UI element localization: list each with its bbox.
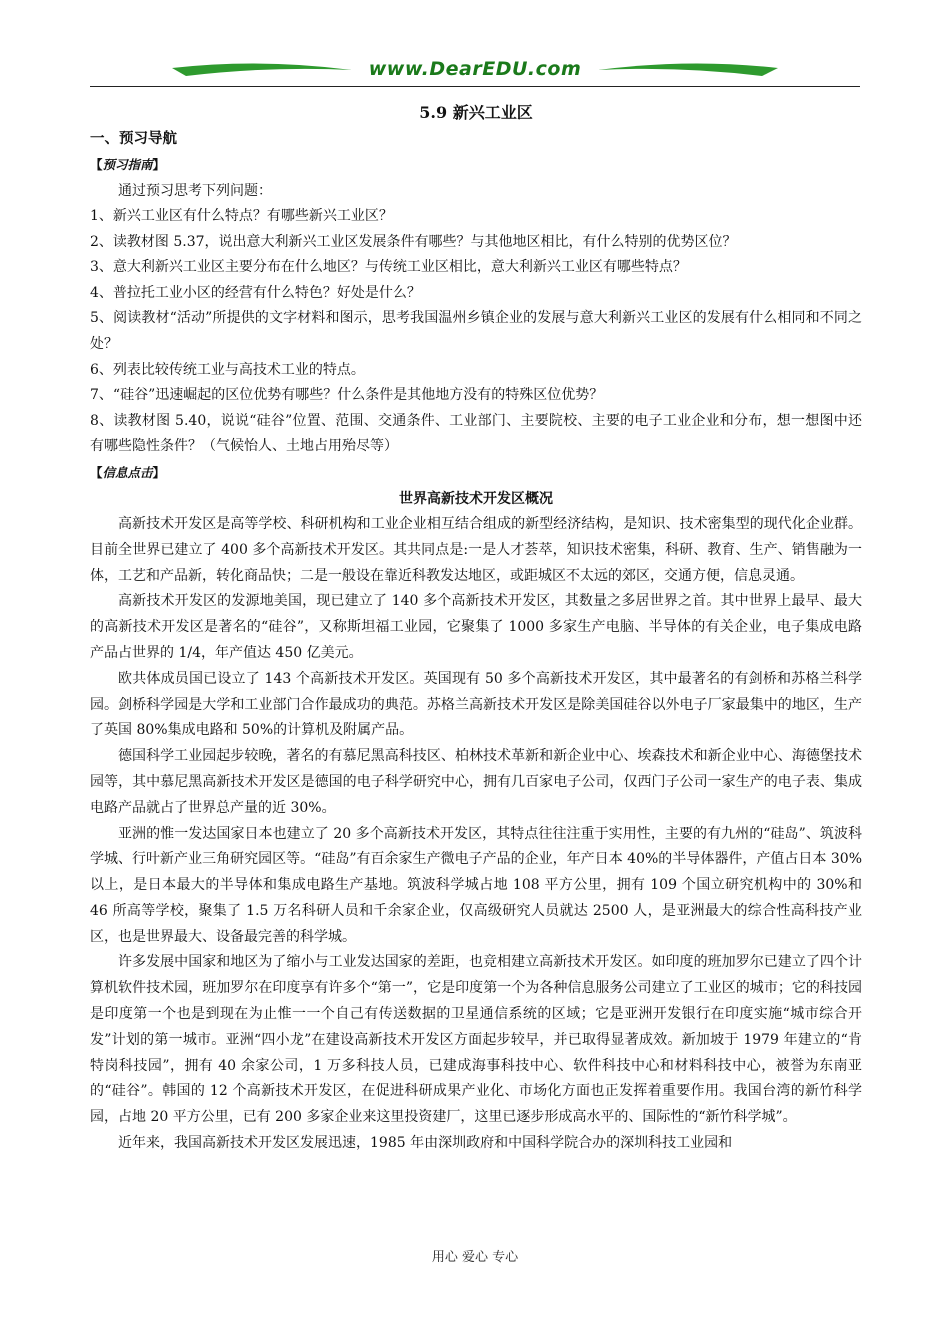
- info-tag-label: 信息点击: [102, 464, 153, 480]
- header-rule: [90, 86, 860, 87]
- site-logo-text: www.DearEDU.com: [368, 58, 582, 80]
- site-header: [90, 56, 860, 90]
- article-paragraph: 许多发展中国家和地区为了缩小与工业发达国家的差距，也竞相建立高新技术开发区。如印度的班加罗尔已建立了四个计算机软件技术园，班加罗尔在印度享有许多个“第一”，它是印度第一个为各种信息服务公司建立了工业区的城市；它的科技园是印度第一个也是到现在为止惟一一个自己有传送数据的卫星通信系统的区域；它是亚洲开发银行在印度实施“城市综合开发”计划的第一城市。亚洲“四小龙”在建设高新技术开发区方面起步较早，并已取得显著成效。新加坡于 1979 年建立的“肯特岗科技园”，拥有 40 余家公司，1 万多科技人员，已建成海事科技中心、软件科技中心和材料科技中心，被誉为东南亚的“硅谷”。韩国的 12 个高新技术开发区，在促进科研成果产业化、市场化方面也正发挥着重要作用。我国台湾的新竹科学园，占地 20 平方公里，已有 200 多家企业来这里投资建厂，这里已逐步形成高水平的、国际性的“新竹科学城”。: [90, 954, 862, 1126]
- question-item: 6、列表比较传统工业与高技术工业的特点。: [90, 361, 365, 378]
- question-item: 8、读教材图 5.40，说说“硅谷”位置、范围、交通条件、工业部门、主要院校、主要的电子工业企业和分布，想一想图中还有哪些隐性条件？（气候怡人、土地占用殆尽等）: [90, 412, 862, 455]
- page-title: 5.9 新兴工业区: [419, 103, 533, 122]
- article-paragraph: 欧共体成员国已设立了 143 个高新技术开发区。英国现有 50 多个高新技术开发区，其中最著名的有剑桥和苏格兰科学园。剑桥科学园是大学和工业部门合作最成功的典范。苏格兰高新技术开发区是除美国硅谷以外电子厂家最集中的地区，生产了英国 80%集成电路和 50%的计算机及附属产品。: [90, 670, 862, 739]
- section-heading: 一、预习导航: [90, 131, 177, 147]
- article-paragraph: 高新技术开发区是高等学校、科研机构和工业企业相互结合组成的新型经济结构，是知识、技术密集型的现代化企业群。目前全世界已建立了 400 多个高新技术开发区。其共同点是:一是人才荟萃，知识技术密集，科研、教育、生产、销售融为一体，工艺和产品新，转化商品快；二是一般设在靠近科教发达地区，或距城区不太远的郊区，交通方便，信息灵通。: [90, 515, 862, 584]
- question-item: 4、普拉托工业小区的经营有什么特色？好处是什么？: [90, 284, 421, 301]
- question-item: 3、意大利新兴工业区主要分布在什么地区？与传统工业区相比，意大利新兴工业区有哪些特点？: [90, 259, 687, 276]
- guide-tag-label: 预习指南: [102, 157, 153, 172]
- question-item: 5、阅读教材“活动”所提供的文字材料和图示，思考我国温州乡镇企业的发展与意大利新兴工业区的发展有什么相同和不同之处？: [90, 310, 862, 352]
- page-footer: 用心 爱心 专心: [431, 1250, 519, 1265]
- document-body: [90, 100, 862, 1157]
- question-item: 7、“硅谷”迅速崛起的区位优势有哪些？什么条件是其他地方没有的特殊区位优势？: [90, 387, 604, 404]
- article-paragraph: 高新技术开发区的发源地美国，现已建立了 140 多个高新技术开发区，其数量之多居世界之首。其中世界上最早、最大的高新技术开发区是著名的“硅谷”，又称斯坦福工业园，它聚集了 1000 多家生产电脑、半导体的有关企业，电子集成电路产品占世界的 1/4，年产值达 450 亿美元。: [90, 593, 862, 661]
- article-paragraph: 德国科学工业园起步较晚，著名的有慕尼黑高科技区、柏林技术革新和新企业中心、埃森技术和新企业中心、海德堡技术园等，其中慕尼黑高新技术开发区是德国的电子科学研究中心，拥有几百家电子公司，仅西门子公司一家生产的电子表、集成电路产品就占了世界总产量的近 30%。: [90, 748, 862, 816]
- info-tag: 【信息点击】: [90, 464, 166, 480]
- question-item: 2、读教材图 5.37，说出意大利新兴工业区发展条件有哪些？与其他地区相比，有什么特别的优势区位？: [90, 233, 737, 250]
- intro-line: 通过预习思考下列问题：: [118, 183, 272, 199]
- article-paragraph: 近年来，我国高新技术开发区发展迅速，1985 年由深圳政府和中国科学院合办的深圳科技工业园和: [118, 1135, 733, 1152]
- guide-tag: 【预习指南】: [90, 157, 166, 172]
- article-paragraph: 亚洲的惟一发达国家日本也建立了 20 多个高新技术开发区，其特点往往注重于实用性，主要的有九州的“硅岛”、筑波科学城、行叶新产业三角研究园区等。“硅岛”有百余家生产微电子产品的企业，年产日本 40%的半导体器件，产值占日本 30%以上，是日本最大的半导体和集成电路生产基地。筑波科学城占地 108 平方公里，拥有 109 个国立研究机构中的 30%和 46 所高等学校，聚集了 1.5 万名科研人员和千余家企业，仅高级研究人员就达 2500 人，是亚洲最大的综合性高科技产业区，也是世界最大、设备最完善的科学城。: [90, 825, 862, 945]
- article-title: 世界高新技术开发区概况: [399, 490, 553, 507]
- question-item: 1、新兴工业区有什么特点？有哪些新兴工业区？: [90, 208, 393, 224]
